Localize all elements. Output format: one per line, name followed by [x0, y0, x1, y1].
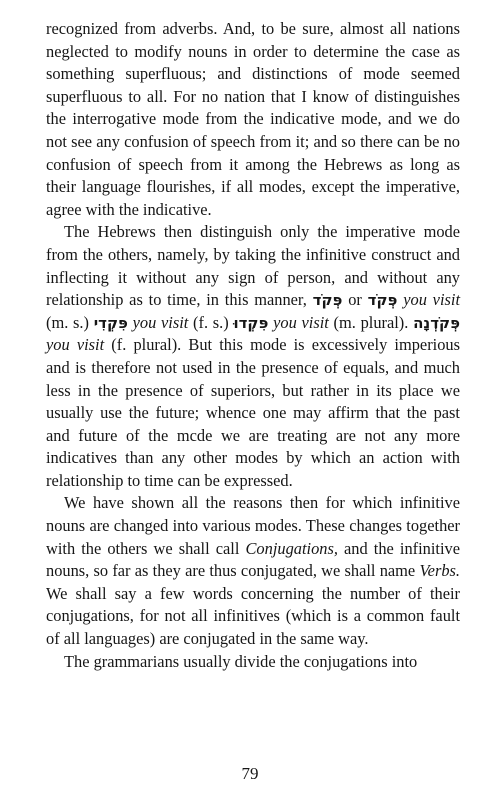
gloss-text: you visit [132, 312, 189, 332]
gloss-label: (f. s.) [193, 312, 229, 332]
gloss-text: you visit [273, 312, 329, 332]
gloss-text: you visit [46, 335, 105, 355]
paragraph-3-part-3: We shall say a few words concerning the number of their conjugations, for not all infinitives (which is a common fault of all languages) are conjugated in the same way. [46, 583, 460, 649]
hebrew-word: פִּקְדוּ [233, 313, 269, 332]
term-verbs: Verbs. [419, 561, 460, 581]
term-conjugations: Conjugations, [245, 538, 338, 558]
hebrew-word: פְּקֹד [367, 291, 398, 310]
paragraph-3-part-1: We have shown all the reasons then for which infinitive nouns are changed into various modes. These changes together with the others we shall call [46, 493, 460, 558]
conjunction-text: or [348, 290, 362, 310]
hebrew-word: פְּקֹדְנָה [413, 313, 460, 332]
paragraph-2 [46, 221, 460, 492]
paragraph-3-part-2: and the infinitive nouns, so far as they are thus conjugated, we shall name [46, 538, 460, 581]
body-text [46, 18, 460, 673]
paragraph-1: recognized from adverbs. And, to be sure, almost all nations neglected to modify nouns in order to determine the case as something superfluous; and distinctions of mode seemed superfluous to all. For no nation that I know of distinguishes the interrogative mode from the indicative mode, and we do not see any confusion of speech from it; and so there can be no confusion of speech from it among the Hebrews as long as their language flourishes, if all modes, except the imperative, agree with the indicative. [46, 19, 460, 219]
page-number: 79 [241, 764, 259, 783]
gloss-text: you visit [403, 290, 460, 310]
paragraph-2-rest: But this mode is excessively imperious and is therefore not used in the presence of equals, and much less in the presence of superiors, but rather in its place we usually use the future; whence one may affirm that the past and future of the mcde we are treating are not any more indicatives than any other modes by which an action with relationship to time can be expressed. [46, 335, 460, 490]
paragraph-2-intro: The Hebrews then distinguish only the imperative mode from the others, namely, by taking the infinitive construct and inflecting it without any sign of person, and without any relationship as to time, in this manner, [46, 222, 460, 310]
gloss-label: (f. plural). [111, 335, 182, 355]
gloss-label: (m. plural). [333, 312, 409, 332]
hebrew-word: פְּקֹד [312, 291, 343, 310]
hebrew-word: פִּקְדִי [93, 313, 128, 332]
paragraph-4: The grammarians usually divide the conjugations into [64, 651, 418, 671]
gloss-label: (m. s.) [46, 312, 89, 332]
paragraph-3 [46, 492, 460, 650]
